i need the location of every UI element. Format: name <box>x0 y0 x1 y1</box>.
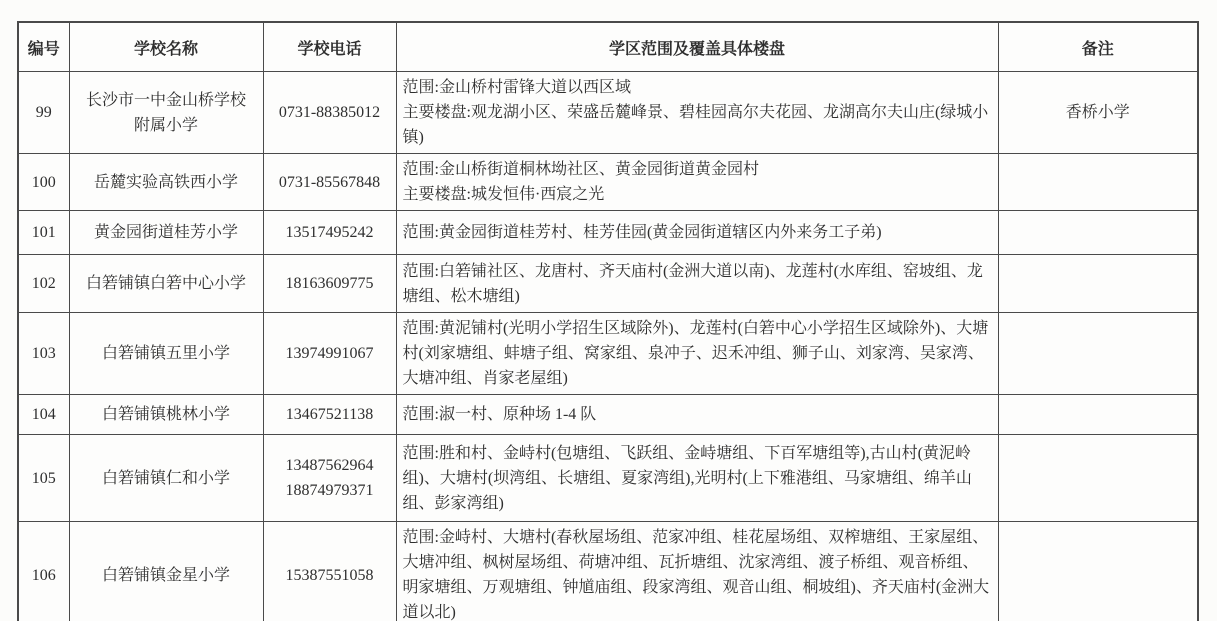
phone-number: 18163609775 <box>285 275 374 292</box>
table-row <box>18 435 1198 522</box>
cell-school-name: 白箬铺镇白箬中心小学 <box>69 255 263 313</box>
range-line: 范围:淑一村、原种场 1-4 队 <box>402 406 597 423</box>
table-row <box>18 255 1198 313</box>
table-row <box>18 395 1198 435</box>
cell-district-range <box>396 522 998 621</box>
cell-school-phone <box>263 435 396 522</box>
header-school-phone: 学校电话 <box>263 22 396 72</box>
school-district-table <box>17 21 1199 621</box>
cell-school-name: 白箬铺镇金星小学 <box>69 522 263 621</box>
phone-number: 13974991067 <box>285 345 374 362</box>
cell-school-name: 岳麓实验高铁西小学 <box>69 154 263 211</box>
range-line: 范围:白箬铺社区、龙唐村、齐天庙村(金洲大道以南)、龙莲村(水库组、窑坡组、龙塘组、松木塘组) <box>402 262 983 305</box>
cell-district-range <box>396 255 998 313</box>
phone-number: 15387551058 <box>285 566 374 584</box>
cell-note <box>998 395 1198 435</box>
table-body <box>18 72 1198 621</box>
cell-district-range <box>396 211 998 255</box>
cell-note <box>998 313 1198 395</box>
range-line: 范围:金峙村、大塘村(春秋屋场组、范家冲组、桂花屋场组、双榨塘组、王家屋组、大塘冲组、枫树屋场组、荷塘冲组、瓦折塘组、沈家湾组、渡子桥组、观音桥组、明家塘组、万观塘组、钟馗庙组、段家湾组、观音山组、桐坡组)、齐天庙村(金洲大道以北) <box>402 529 990 621</box>
cell-note <box>998 435 1198 522</box>
cell-school-name: 长沙市一中金山桥学校附属小学 <box>69 72 263 154</box>
cell-school-name: 白箬铺镇桃林小学 <box>69 395 263 435</box>
phone-number: 13517495242 <box>285 224 374 241</box>
cell-number: 101 <box>18 211 69 255</box>
table-row <box>18 211 1198 255</box>
cell-school-phone <box>263 154 396 211</box>
cell-district-range <box>396 313 998 395</box>
range-line: 范围:黄泥铺村(光明小学招生区域除外)、龙莲村(白箬中心小学招生区域除外)、大塘村(刘家塘组、蚌塘子组、窝家组、泉冲子、迟禾冲组、狮子山、刘家湾、吴家湾、大塘冲组、肖家老屋组) <box>402 320 989 387</box>
range-line: 主要楼盘:观龙湖小区、荣盛岳麓峰景、碧桂园高尔夫花园、龙湖高尔夫山庄(绿城小镇) <box>402 104 989 146</box>
header-number: 编号 <box>18 22 69 72</box>
range-line: 范围:金山桥村雷锋大道以西区域 <box>402 79 631 96</box>
cell-number: 106 <box>18 522 69 621</box>
cell-district-range <box>396 435 998 522</box>
phone-number: 0731-88385012 <box>278 104 381 121</box>
table-row <box>18 72 1198 154</box>
cell-number: 105 <box>18 435 69 522</box>
cell-number: 99 <box>18 72 69 154</box>
cell-note <box>998 522 1198 621</box>
cell-school-phone <box>263 522 396 621</box>
cell-number: 104 <box>18 395 69 435</box>
range-line: 范围:金山桥街道桐林坳社区、黄金园街道黄金园村 <box>402 161 759 178</box>
cell-note <box>998 211 1198 255</box>
table-row <box>18 522 1198 621</box>
cell-note <box>998 154 1198 211</box>
table-row <box>18 313 1198 395</box>
cell-number: 102 <box>18 255 69 313</box>
header-school-name: 学校名称 <box>69 22 263 72</box>
cell-school-phone <box>263 211 396 255</box>
phone-number: 0731-85567848 <box>278 173 381 191</box>
cell-district-range <box>396 72 998 154</box>
cell-note: 香桥小学 <box>998 72 1198 154</box>
cell-note <box>998 255 1198 313</box>
cell-district-range <box>396 154 998 211</box>
cell-school-name: 白箬铺镇五里小学 <box>69 313 263 395</box>
header-district-range: 学区范围及覆盖具体楼盘 <box>396 22 998 72</box>
phone-number: 13467521138 <box>285 406 374 423</box>
cell-school-name: 黄金园街道桂芳小学 <box>69 211 263 255</box>
phone-number: 13487562964 <box>285 457 374 474</box>
range-line: 范围:黄金园街道桂芳村、桂芳佳园(黄金园街道辖区内外来务工子弟) <box>402 224 882 241</box>
range-line: 主要楼盘:城发恒伟·西宸之光 <box>402 186 605 203</box>
table-row <box>18 154 1198 211</box>
cell-district-range <box>396 395 998 435</box>
cell-number: 100 <box>18 154 69 211</box>
header-row <box>18 22 1198 72</box>
cell-school-phone <box>263 395 396 435</box>
range-line: 范围:胜和村、金峙村(包塘组、飞跃组、金峙塘组、下百军塘组等),古山村(黄泥岭组)、大塘村(坝湾组、长塘组、夏家湾组),光明村(上下雅港组、马家塘组、绵羊山组、彭家湾组) <box>402 444 972 512</box>
header-note: 备注 <box>998 22 1198 72</box>
cell-school-phone <box>263 72 396 154</box>
cell-number: 103 <box>18 313 69 395</box>
phone-number: 18874979371 <box>285 482 374 499</box>
cell-school-name: 白箬铺镇仁和小学 <box>69 435 263 522</box>
cell-school-phone <box>263 255 396 313</box>
table-header <box>18 22 1198 72</box>
cell-school-phone <box>263 313 396 395</box>
